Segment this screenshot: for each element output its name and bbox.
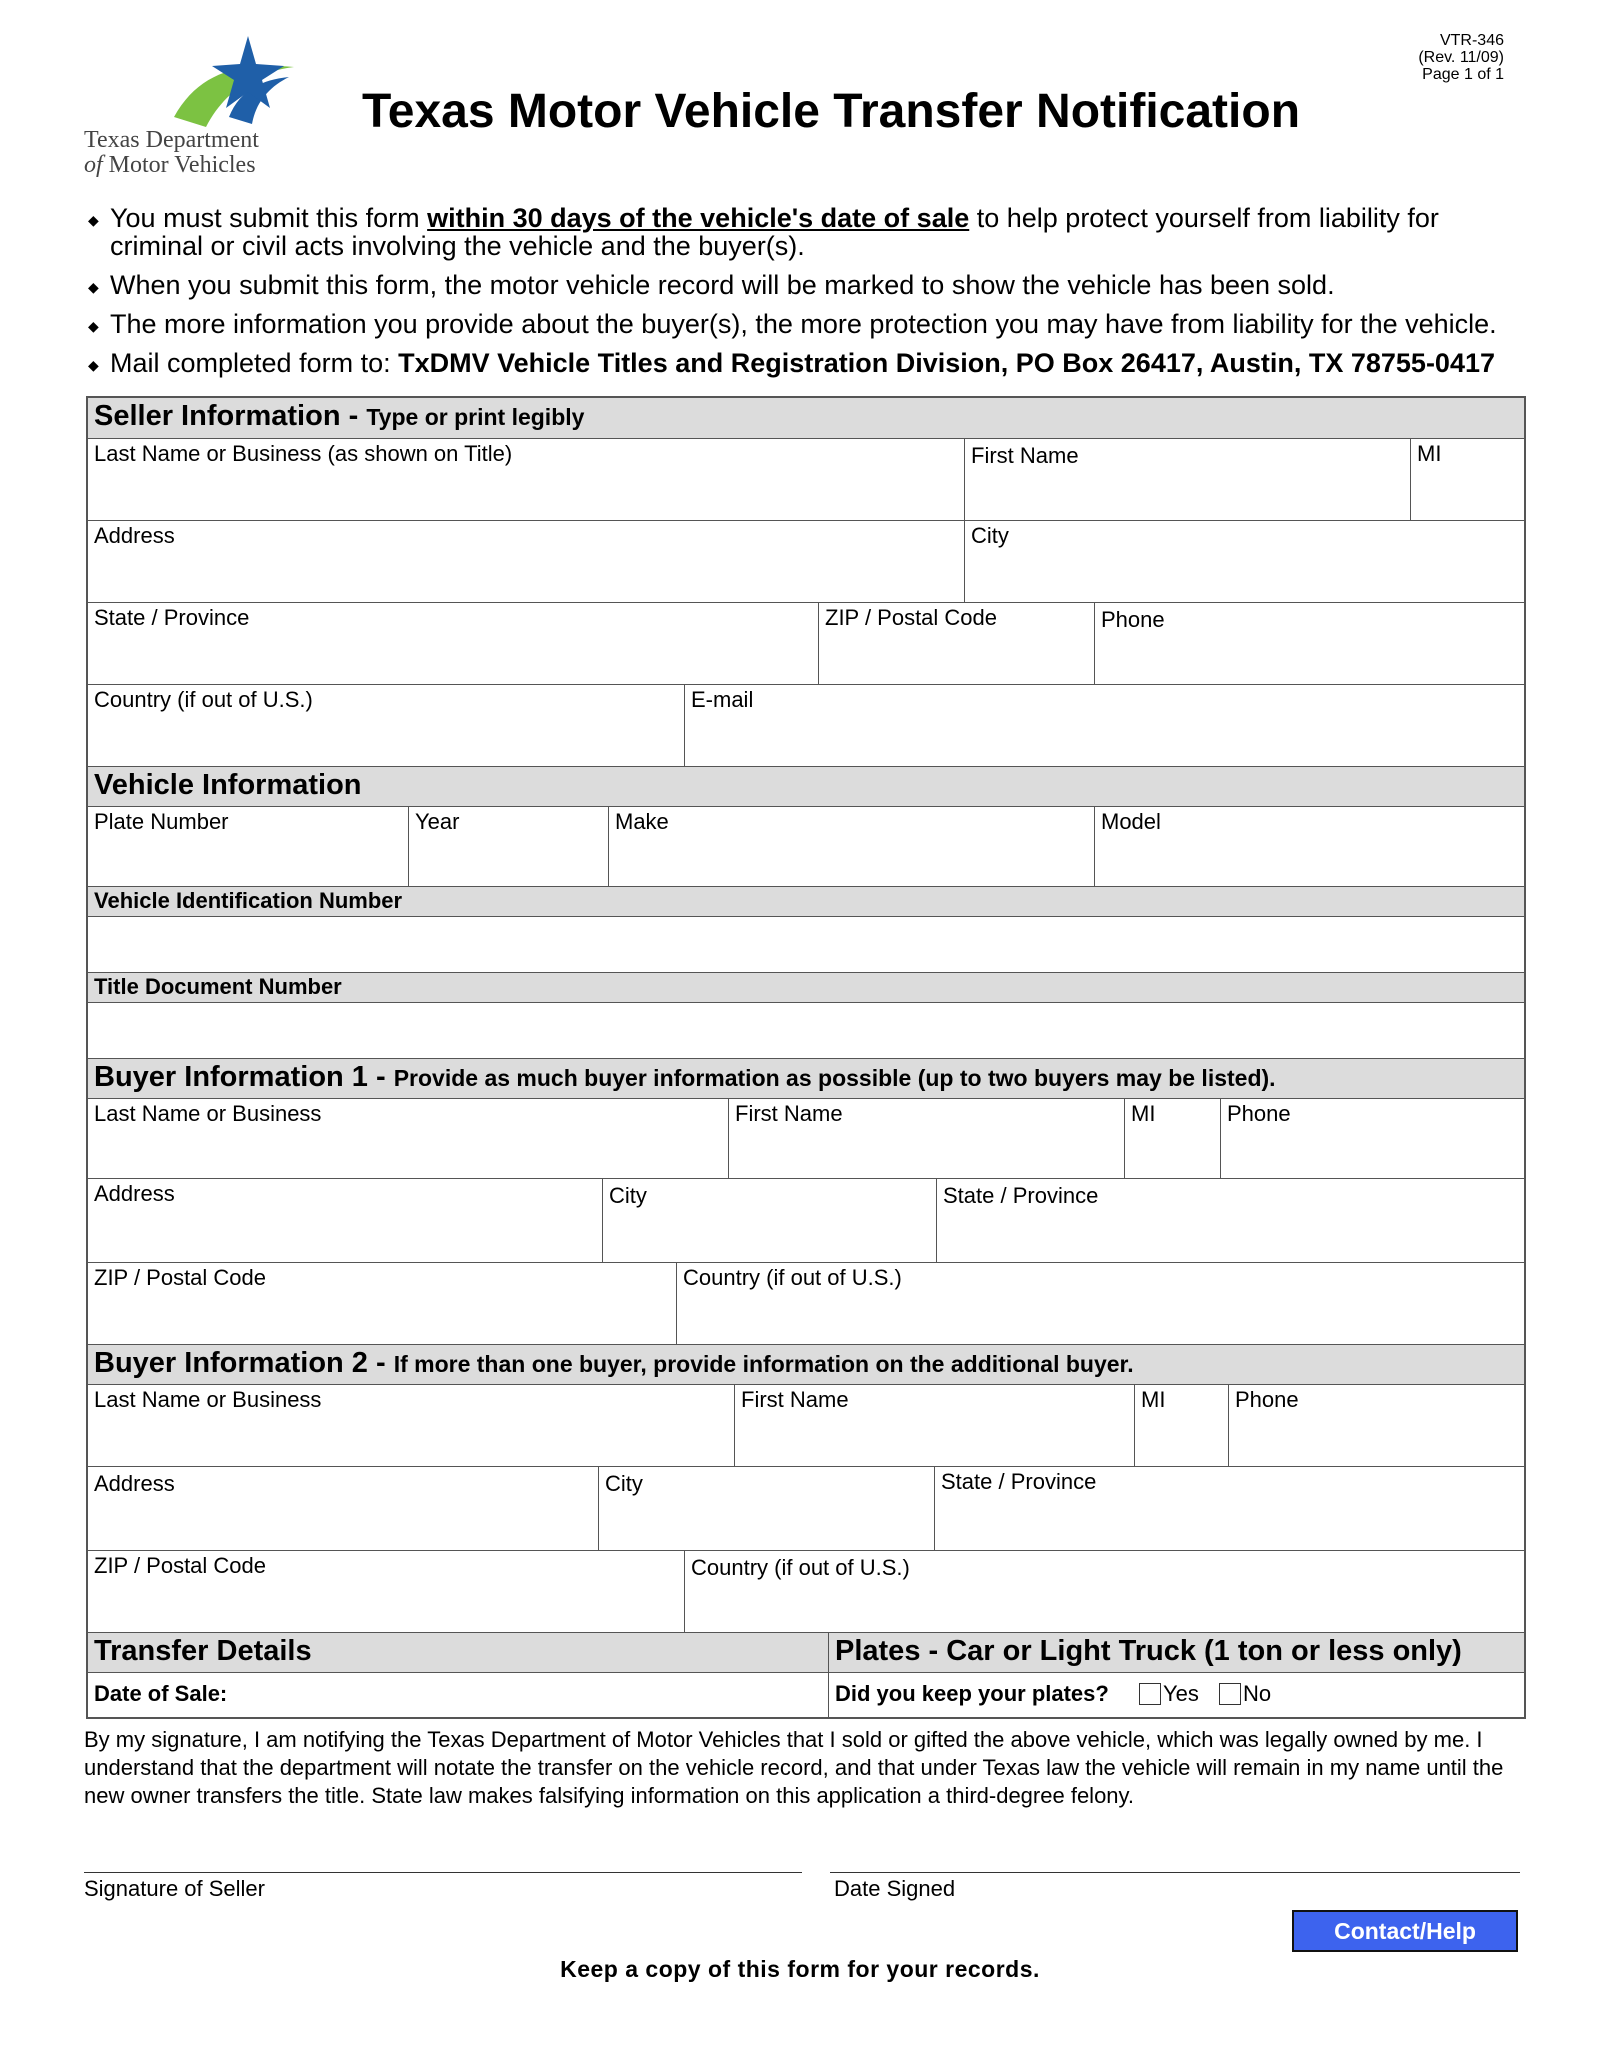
seller-email-field[interactable]: E-mail [684, 685, 1524, 766]
buyer1-address-field[interactable]: Address [94, 1181, 175, 1206]
signature-line[interactable] [84, 1872, 802, 1873]
buyer1-address-row [88, 1178, 1524, 1262]
buyer2-address-row [88, 1466, 1524, 1550]
buyer1-mi-field[interactable]: MI [1124, 1099, 1220, 1178]
seller-city-field[interactable]: City [964, 521, 1524, 602]
buyer1-state-field[interactable]: State / Province [936, 1179, 1524, 1262]
plate-number-field[interactable]: Plate Number [94, 809, 229, 834]
plates-no-label: No [1242, 1681, 1272, 1706]
model-field[interactable]: Model [1094, 807, 1524, 886]
seller-country-row [88, 684, 1524, 766]
seller-address-field[interactable]: Address [94, 523, 175, 548]
vin-header: Vehicle Identification Number [88, 886, 1524, 916]
buyer1-zip-row [88, 1262, 1524, 1344]
buyer2-section-header: Buyer Information 2 - If more than one buyer, provide information on the additional buyer. [88, 1344, 1524, 1384]
keep-copy-notice: Keep a copy of this form for your records. [560, 1956, 1040, 1982]
make-field[interactable]: Make [608, 807, 1094, 886]
buyer2-state-field[interactable]: State / Province [934, 1467, 1524, 1550]
plates-kept-question [828, 1673, 1524, 1719]
form-revision: (Rev. 11/09) [1418, 49, 1504, 66]
transfer-plates-header-row [88, 1632, 1524, 1672]
date-signed-label: Date Signed [834, 1876, 956, 1901]
star-swoosh-icon [144, 32, 294, 132]
vehicle-details-row [88, 806, 1524, 886]
date-signed-line[interactable] [830, 1872, 1520, 1873]
buyer2-zip-row [88, 1550, 1524, 1632]
buyer1-section-header: Buyer Information 1 - Provide as much buyer information as possible (up to two buyers may be listed). [88, 1058, 1524, 1098]
vin-field[interactable] [88, 916, 1524, 972]
buyer1-phone-field[interactable]: Phone [1220, 1099, 1524, 1178]
plates-yes-label: Yes [1162, 1681, 1199, 1706]
seller-section-header: Seller Information - Type or print legibly [88, 398, 1524, 438]
date-of-sale-field[interactable]: Date of Sale: [94, 1681, 228, 1706]
form-identifier [1418, 32, 1504, 83]
seller-first-name-field[interactable]: First Name [964, 439, 1410, 520]
buyer2-first-name-field[interactable]: First Name [734, 1385, 1134, 1466]
plates-header: Plates - Car or Light Truck (1 ton or less only) [828, 1633, 1524, 1672]
seller-name-row [88, 438, 1524, 520]
title-document-field[interactable] [88, 1002, 1524, 1058]
transfer-form [86, 396, 1526, 1719]
plates-no-checkbox[interactable] [1219, 1683, 1241, 1705]
form-code: VTR-346 [1439, 32, 1504, 49]
signature-label: Signature of Seller [84, 1876, 265, 1901]
seller-phone-field[interactable]: Phone [1094, 603, 1524, 684]
buyer1-zip-field[interactable]: ZIP / Postal Code [94, 1265, 267, 1290]
buyer2-phone-field[interactable]: Phone [1228, 1385, 1524, 1466]
page-count: Page 1 of 1 [1422, 66, 1504, 83]
buyer1-name-row [88, 1098, 1524, 1178]
buyer2-name-row [88, 1384, 1524, 1466]
buyer1-last-name-field[interactable]: Last Name or Business [94, 1101, 322, 1126]
transfer-plates-row [88, 1672, 1524, 1719]
transfer-details-header: Transfer Details [94, 1635, 312, 1667]
seller-attestation: By my signature, I am notifying the Texas Department of Motor Vehicles that I sold or gifted the above vehicle, which was legally owned by me. I understand that the department will notate the transfer on the vehicle record, and that under Texas law the vehicle will remain in my name until the new owner transfers the title. State law makes falsifying information on this application a third-degree felony. [84, 1727, 1504, 1808]
seller-state-row [88, 602, 1524, 684]
plates-question-label: Did you keep your plates? [835, 1681, 1109, 1706]
seller-last-name-field[interactable]: Last Name or Business (as shown on Title) [94, 441, 513, 466]
buyer2-zip-field[interactable]: ZIP / Postal Code [94, 1553, 267, 1578]
buyer2-address-field[interactable]: Address [94, 1471, 175, 1496]
logo-wordmark: Texas Department of Motor Vehicles [84, 127, 259, 178]
instructions-list [88, 204, 1528, 388]
buyer2-city-field[interactable]: City [598, 1467, 934, 1550]
year-field[interactable]: Year [408, 807, 608, 886]
page-title: Texas Motor Vehicle Transfer Notification [362, 85, 1301, 138]
plates-yes-checkbox[interactable] [1139, 1683, 1161, 1705]
buyer1-first-name-field[interactable]: First Name [728, 1099, 1124, 1178]
seller-mi-field[interactable]: MI [1410, 439, 1524, 520]
seller-address-row [88, 520, 1524, 602]
instruction-mail: ◆ Mail completed form to: TxDMV Vehicle Titles and Registration Division, PO Box 26417, Austin, TX 78755-0417 [88, 349, 1528, 377]
seller-zip-field[interactable]: ZIP / Postal Code [818, 603, 1094, 684]
instruction-record: ◆ When you submit this form, the motor vehicle record will be marked to show the vehicle has been sold. [88, 271, 1528, 299]
buyer2-mi-field[interactable]: MI [1134, 1385, 1228, 1466]
seller-state-field[interactable]: State / Province [94, 605, 250, 630]
vehicle-section-header: Vehicle Information [88, 766, 1524, 806]
txdmv-logo [84, 32, 304, 182]
buyer1-country-field[interactable]: Country (if out of U.S.) [676, 1263, 1524, 1344]
seller-country-field[interactable]: Country (if out of U.S.) [94, 687, 313, 712]
buyer1-city-field[interactable]: City [602, 1179, 936, 1262]
title-document-header: Title Document Number [88, 972, 1524, 1002]
instruction-deadline: ◆ You must submit this form within 30 days of the vehicle's date of sale to help protect yourself from liability for criminal or civil acts involving the vehicle and the buyer(s). [88, 204, 1528, 260]
buyer2-last-name-field[interactable]: Last Name or Business [94, 1387, 322, 1412]
instruction-protection: ◆ The more information you provide about the buyer(s), the more protection you may have from liability for the vehicle. [88, 310, 1528, 338]
contact-help-button[interactable]: Contact/Help [1292, 1910, 1518, 1952]
buyer2-country-field[interactable]: Country (if out of U.S.) [684, 1551, 1524, 1632]
